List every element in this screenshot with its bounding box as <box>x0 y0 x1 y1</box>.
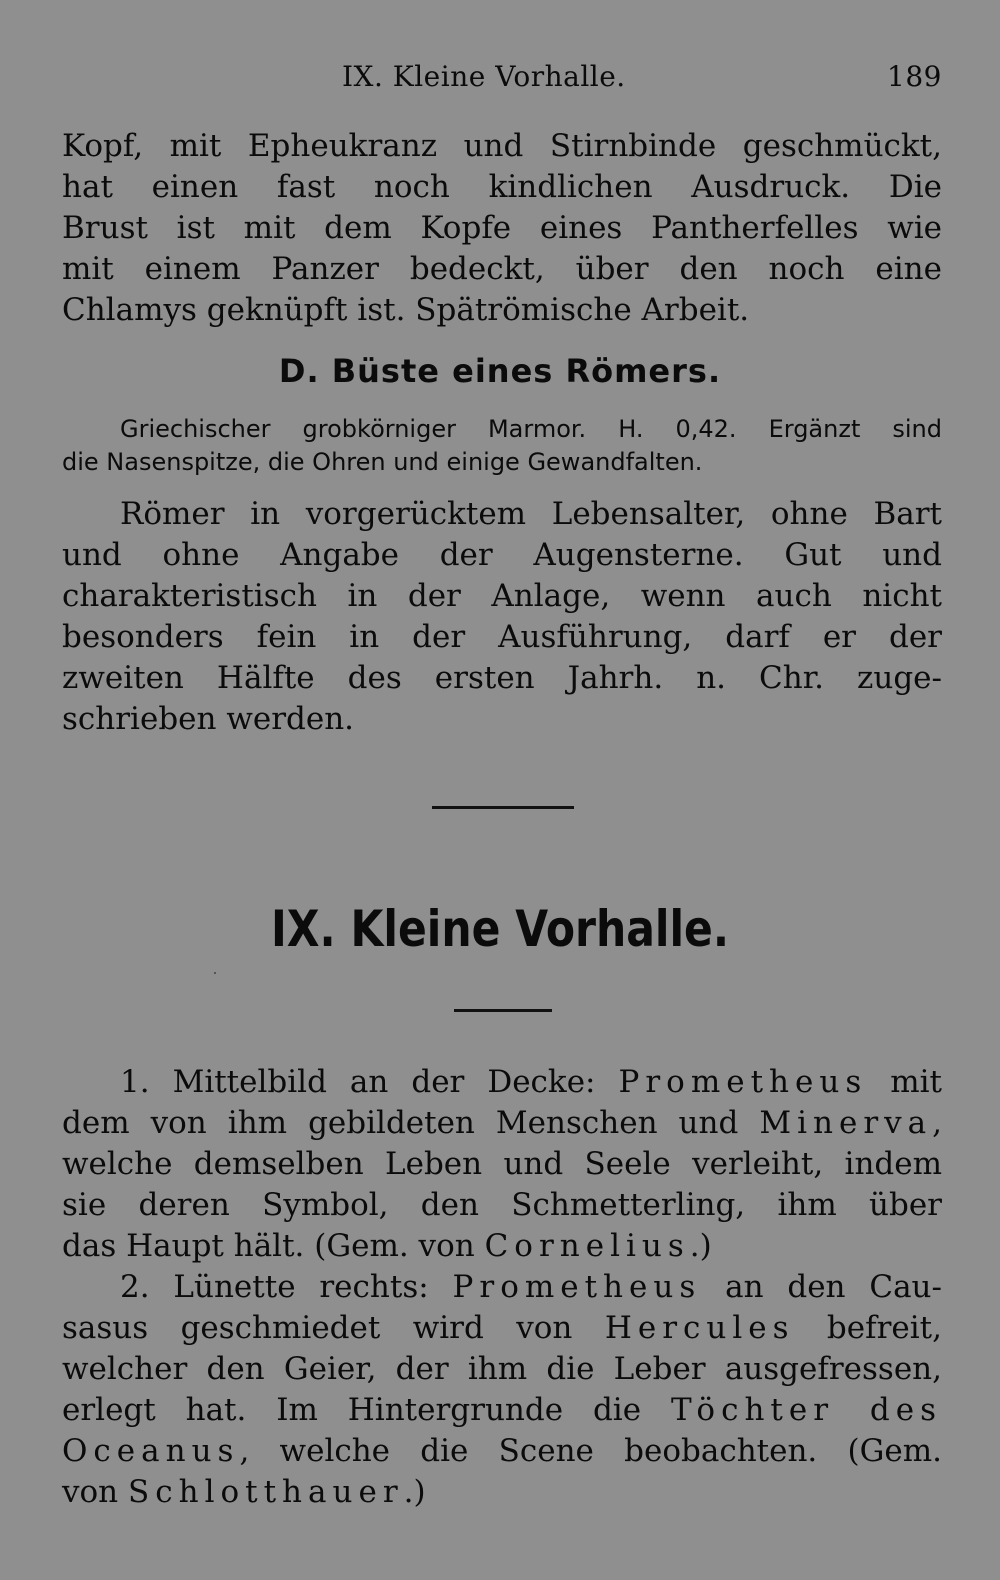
text-line: zweiten Hälfte des ersten Jahrh. n. Chr. zuge- <box>62 660 942 696</box>
text-line: Griechischer grobkörniger Marmor. H. 0,42. Ergänzt sind <box>120 415 942 443</box>
title-underline-rule <box>454 1009 552 1012</box>
text-line: welcher den Geier, der ihm die Leber ausgefressen, <box>62 1351 942 1387</box>
section-heading-d: D. Büste eines Römers. <box>278 352 722 390</box>
text-line: 2. Lünette rechts: Prometheus an den Cau- <box>120 1269 942 1305</box>
section-d-description <box>62 413 942 479</box>
text-line: Oceanus, welche die Scene beobachten. (Gem. <box>62 1433 942 1469</box>
text-line: sasus geschmiedet wird von Hercules befreit, <box>62 1310 942 1346</box>
text-line: schrieben werden. <box>62 701 355 737</box>
text-line: erlegt hat. Im Hintergrunde die Töchter des <box>62 1392 943 1428</box>
text-line: Chlamys geknüpft ist. Spätrömische Arbeit. <box>62 292 750 328</box>
text-line: Römer in vorgerücktem Lebensalter, ohne Bart <box>120 496 942 532</box>
paragraph-continuation <box>62 126 942 331</box>
text-line: dem von ihm gebildeten Menschen und Minerva, <box>62 1105 942 1141</box>
text-line: sie deren Symbol, den Schmetterling, ihm über <box>62 1187 942 1223</box>
text-line: und ohne Angabe der Augensterne. Gut und <box>62 537 942 573</box>
page-number: 189 <box>887 60 942 93</box>
running-head-title: IX. Kleine Vorhalle. <box>342 60 626 93</box>
text-line: mit einem Panzer bedeckt, über den noch eine <box>62 251 942 287</box>
text-line: Brust ist mit dem Kopfe eines Pantherfelles wie <box>62 210 942 246</box>
chapter-title: IX. Kleine Vorhalle. <box>270 900 730 958</box>
section-d-body <box>62 494 942 740</box>
item-1 <box>62 1062 942 1267</box>
text-line: 1. Mittelbild an der Decke: Prometheus mit <box>120 1064 942 1100</box>
print-speck <box>214 972 216 974</box>
item-2 <box>62 1267 942 1513</box>
text-line: welche demselben Leben und Seele verleiht, indem <box>62 1146 942 1182</box>
text-line: hat einen fast noch kindlichen Ausdruck. Die <box>62 169 942 205</box>
section-divider-rule <box>432 806 574 809</box>
text-line: besonders fein in der Ausführung, darf er der <box>62 619 942 655</box>
text-line: die Nasenspitze, die Ohren und einige Gewandfalten. <box>62 448 703 476</box>
text-line: Kopf, mit Epheukranz und Stirnbinde geschmückt, <box>62 128 942 164</box>
text-line: von Schlotthauer.) <box>62 1474 426 1510</box>
text-line: das Haupt hält. (Gem. von Cornelius.) <box>62 1228 712 1264</box>
running-head <box>62 60 942 100</box>
text-line: charakteristisch in der Anlage, wenn auch nicht <box>62 578 942 614</box>
